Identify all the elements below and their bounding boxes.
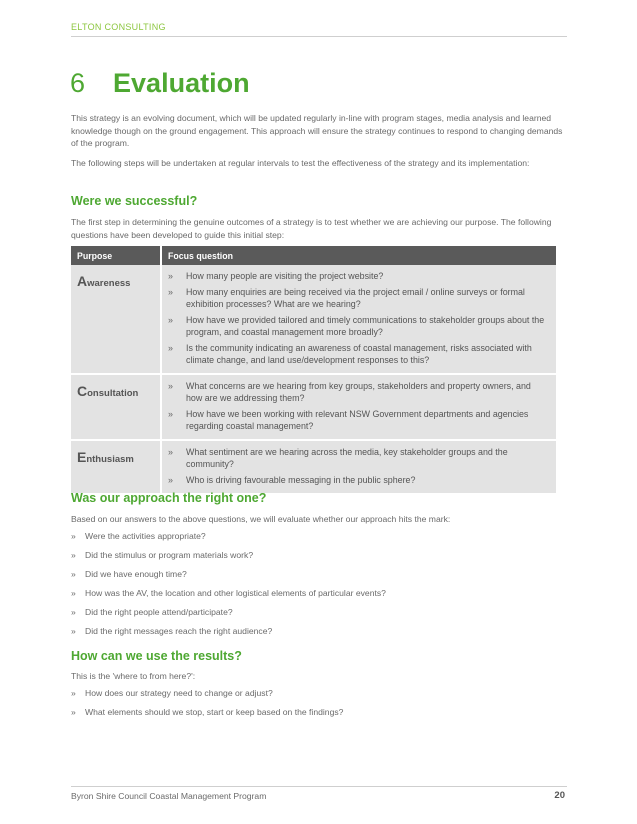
chevron-bullet-icon: »	[71, 569, 76, 579]
footer-document-title: Byron Shire Council Coastal Management Program	[71, 791, 267, 801]
list-item-text: Did the right people attend/participate?	[85, 607, 233, 617]
purpose-label: onsultation	[87, 388, 139, 399]
list-item-text: Did the stimulus or program materials work?	[85, 550, 254, 560]
focus-question-text: How many people are visiting the project website?	[186, 271, 384, 281]
focus-question-cell	[161, 265, 556, 374]
table-row	[71, 440, 556, 494]
focus-question-item	[168, 380, 548, 404]
purpose-initial: E	[77, 449, 87, 465]
chevron-bullet-icon: »	[71, 626, 76, 636]
purpose-initial: A	[77, 273, 88, 289]
focus-question-item	[168, 408, 548, 432]
heading-successful: Were we successful?	[71, 194, 198, 208]
focus-question-text: How many enquiries are being received via the project email / online surveys or formal exhibition processes? What are we hearing?	[186, 287, 525, 309]
column-header-focus: Focus question	[161, 246, 556, 265]
focus-question-text: What sentiment are we hearing across the media, key stakeholder groups and the community?	[186, 447, 508, 469]
focus-question-text: Who is driving favourable messaging in the public sphere?	[186, 475, 416, 485]
focus-question-item	[168, 474, 548, 486]
header-divider	[71, 36, 567, 37]
intro-paragraph-1: This strategy is an evolving document, which will be updated regularly in-line with program stages, media analysis and learned knowledge though on the ground engagement. This approach will ensure the strategy continues to respond to changing demands of the program.	[71, 113, 563, 148]
focus-question-item	[168, 286, 548, 310]
heading-results: How can we use the results?	[71, 649, 242, 663]
table-row	[71, 374, 556, 440]
chevron-bullet-icon: »	[71, 688, 76, 698]
list-item	[71, 626, 272, 636]
header-org: ELTON CONSULTING	[71, 22, 166, 32]
list-item	[71, 588, 386, 598]
focus-question-item	[168, 270, 548, 282]
chevron-bullet-icon: »	[71, 607, 76, 617]
successful-paragraph: The first step in determining the genuine outcomes of a strategy is to test whether we are achieving our purpose. The following questions have been developed to guide this initial step:	[71, 217, 552, 240]
intro-paragraph-2: The following steps will be undertaken at regular intervals to test the effectiveness of the strategy and its implementation:	[71, 158, 530, 168]
chevron-bullet-icon: »	[71, 588, 76, 598]
section-heading	[70, 68, 250, 99]
chevron-bullet-icon: »	[168, 343, 173, 353]
focus-question-text: How have we provided tailored and timely communications to stakeholder groups about the program, and coastal management more broadly?	[186, 315, 545, 337]
heading-approach: Was our approach the right one?	[71, 491, 267, 505]
list-item	[71, 531, 206, 541]
chevron-bullet-icon: »	[168, 447, 173, 457]
focus-question-item	[168, 342, 548, 366]
chevron-bullet-icon: »	[168, 287, 173, 297]
focus-question-text: How have we been working with relevant NSW Government departments and agencies regarding coastal management?	[186, 409, 529, 431]
chevron-bullet-icon: »	[168, 271, 173, 281]
chevron-bullet-icon: »	[168, 381, 173, 391]
purpose-label: nthusiasm	[86, 454, 134, 465]
list-item	[71, 569, 187, 579]
list-item-text: Did we have enough time?	[85, 569, 187, 579]
purpose-initial: C	[77, 383, 88, 399]
section-number: 6	[70, 68, 86, 98]
list-item	[71, 550, 253, 560]
chevron-bullet-icon: »	[71, 707, 76, 717]
list-item	[71, 688, 273, 698]
purpose-label: wareness	[87, 278, 131, 289]
purpose-cell	[71, 374, 161, 440]
chevron-bullet-icon: »	[71, 531, 76, 541]
list-item-text: Were the activities appropriate?	[85, 531, 206, 541]
table-header-row	[71, 246, 556, 265]
focus-question-cell	[161, 374, 556, 440]
chevron-bullet-icon: »	[71, 550, 76, 560]
focus-question-text: Is the community indicating an awareness of coastal management, risks associated with climate change, and land use/development responses to this?	[186, 343, 532, 365]
focus-question-table	[71, 246, 556, 495]
approach-paragraph: Based on our answers to the above questions, we will evaluate whether our approach hits the mark:	[71, 514, 451, 524]
table-row	[71, 265, 556, 374]
results-paragraph: This is the 'where to from here?':	[71, 671, 196, 681]
list-item	[71, 707, 343, 717]
page-number: 20	[554, 790, 565, 801]
focus-question-text: What concerns are we hearing from key groups, stakeholders and property owners, and how are we addressing them?	[186, 381, 531, 403]
chevron-bullet-icon: »	[168, 315, 173, 325]
chevron-bullet-icon: »	[168, 409, 173, 419]
footer-divider	[71, 786, 567, 787]
list-item-text: What elements should we stop, start or keep based on the findings?	[85, 707, 344, 717]
list-item-text: How was the AV, the location and other logistical elements of particular events?	[85, 588, 386, 598]
purpose-cell	[71, 440, 161, 494]
focus-question-item	[168, 314, 548, 338]
list-item	[71, 607, 233, 617]
focus-question-item	[168, 446, 548, 470]
purpose-cell	[71, 265, 161, 374]
focus-question-cell	[161, 440, 556, 494]
column-header-purpose: Purpose	[71, 246, 161, 265]
list-item-text: How does our strategy need to change or adjust?	[85, 688, 273, 698]
chevron-bullet-icon: »	[168, 475, 173, 485]
section-title: Evaluation	[113, 68, 250, 98]
list-item-text: Did the right messages reach the right audience?	[85, 626, 273, 636]
